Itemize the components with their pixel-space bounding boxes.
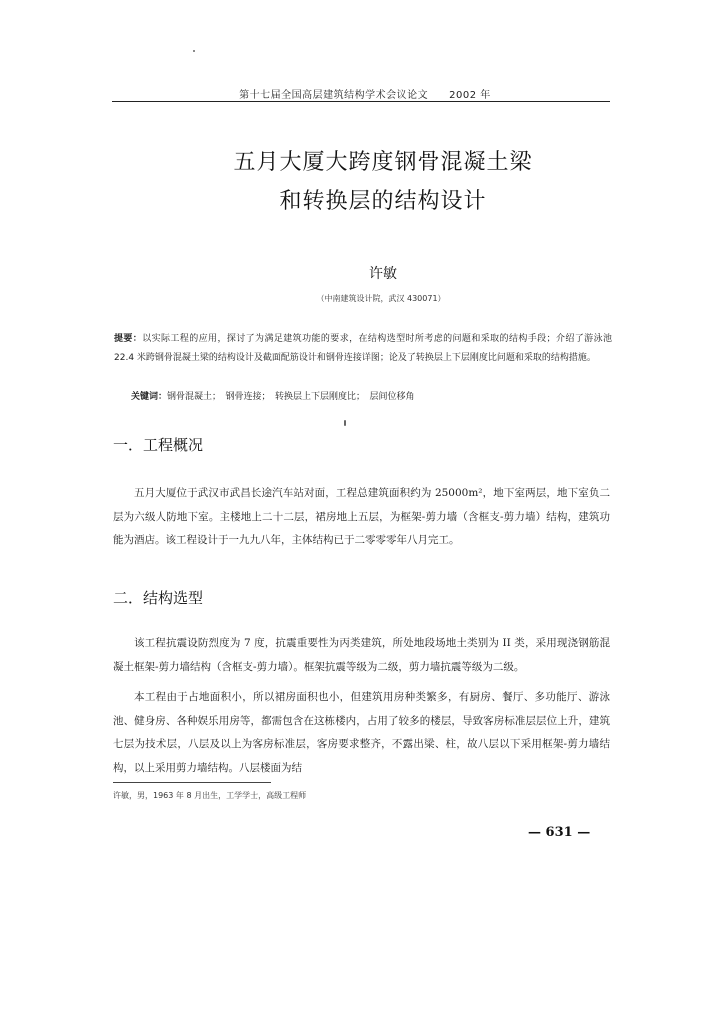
keywords-text: 钢骨混凝土； 钢骨连接； 转换层上下层刚度比； 层间位移角 [167, 392, 415, 402]
author-footnote: 许敏，男，1963 年 8 月出生，工学学士，高级工程师 [113, 791, 307, 800]
abstract [114, 330, 612, 368]
scan-speck [344, 420, 346, 426]
keywords [131, 389, 611, 402]
paper-title-line-1: 五月大厦大跨度钢骨混凝土梁 [233, 150, 533, 175]
footnote-rule [113, 782, 271, 783]
author-name: 许敏 [369, 266, 397, 282]
keywords-label: 关键词： [131, 392, 168, 402]
page-number: — 631 — [528, 825, 591, 840]
journal-header: 第十七届全国高层建筑结构学术会议论文 2002 年 [239, 90, 491, 101]
paper-title-line-2: 和转换层的结构设计 [279, 189, 487, 214]
abstract-text: 以实际工程的应用，探讨了为满足建筑功能的要求，在结构选型时所考虑的问题和采取的结构手段；介绍了游泳池 22.4 米跨钢骨混凝土梁的结构设计及截面配筋设计和钢骨连接详图；论及了转换层上下层刚度比问题和采取的结构措施。 [114, 334, 612, 363]
section-heading-overview: 一．工程概况 [113, 436, 204, 454]
header-rule [112, 101, 610, 102]
abstract-label: 提要： [114, 334, 143, 344]
section-structure-paragraph-1: 该工程抗震设防烈度为 7 度，抗震重要性为丙类建筑，所处地段场地土类别为 II 类，采用现浇钢筋混凝土框架-剪力墙结构（含框支-剪力墙）。框架抗震等级为二级，剪力墙抗震等级为二级。 [113, 637, 610, 673]
scan-speck [193, 50, 195, 52]
author-affiliation: （中南建筑设计院，武汉 430071） [316, 294, 446, 303]
section-structure-paragraph-2: 本工程由于占地面积小，所以裙房面积也小，但建筑用房种类繁多，有厨房、餐厅、多功能厅、游泳池、健身房、各种娱乐用房等，都需包含在这栋楼内，占用了较多的楼层，导致客房标准层层位上升，建筑七层为技术层，八层及以上为客房标准层，客房要求整齐，不露出梁、柱，故八层以下采用框架-剪力墙结构，以上采用剪力墙结构。八层楼面为结 [113, 691, 610, 774]
section-overview-paragraph: 五月大厦位于武汉市武昌长途汽车站对面，工程总建筑面积约为 25000m²，地下室两层，地下室负二层为六级人防地下室。主楼地上二十二层，裙房地上五层，为框架-剪力墙（含框支-剪力墙）结构，建筑功能为酒店。该工程设计于一九九八年，主体结构已于二零零零年八月完工。 [113, 487, 610, 546]
section-heading-structure: 二．结构选型 [113, 589, 204, 607]
